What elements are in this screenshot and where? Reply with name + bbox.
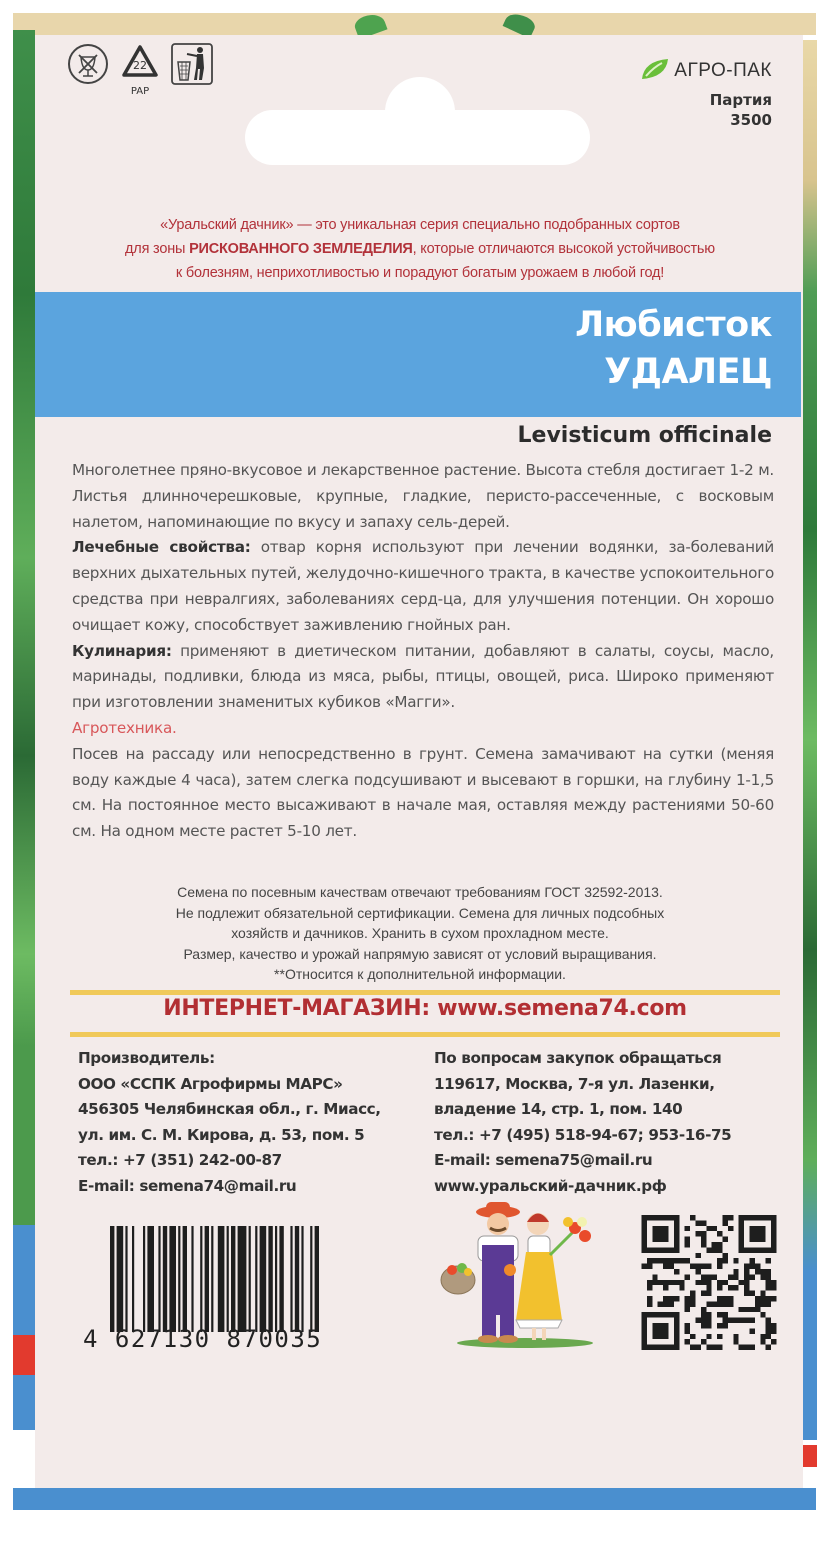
manufacturer-line: 456305 Челябинская обл., г. Миасс, <box>78 1100 381 1118</box>
product-title <box>575 302 772 396</box>
svg-text:22: 22 <box>133 59 147 72</box>
product-name: Любисток <box>575 305 772 345</box>
certification-notes <box>130 882 710 985</box>
manufacturer-line: Производитель: <box>78 1049 215 1067</box>
batch-number: 3500 <box>730 111 772 129</box>
qr-code <box>640 1215 778 1350</box>
medicinal-text: отвар корня используют при лечении водянки, за-болеваний верхних дыхательных путей, желудочно-кишечного тракта, в качестве успокоительного средства при невралгиях, заболеваниях серд-ца, для улучшения потенции. Он хорошо очищает кожу, способствует заживлению гнойных ран. <box>72 538 774 634</box>
no-food-contact-icon <box>66 42 110 86</box>
product-variety: УДАЛЕЦ <box>604 352 772 392</box>
barcode <box>100 1222 360 1342</box>
eco-icons <box>66 42 214 86</box>
packet-left-edge <box>13 30 35 1350</box>
series-slogan <box>60 213 780 285</box>
wholesale-email: E-mail: semena75@mail.ru <box>434 1151 653 1169</box>
note-line: Размер, качество и урожай напрямую зависят от условий выращивания. <box>183 945 657 962</box>
slogan-line: к болезням, неприхотливостью и порадуют богатым урожаем в любой год! <box>175 265 665 281</box>
barcode-digits: 4 627130 870035 <box>83 1325 323 1353</box>
wholesale-line: 119617, Москва, 7-я ул. Лазенки, <box>434 1074 715 1093</box>
packet-left-edge-blue <box>13 1375 35 1430</box>
brand-name: АГРО-ПАК <box>674 60 772 81</box>
latin-name: Levisticum officinale <box>517 423 772 448</box>
medicinal-label: Лечебные свойства: <box>72 538 251 557</box>
culinary-paragraph <box>72 639 774 716</box>
wholesale-line: По вопросам закупок обращаться <box>434 1049 722 1067</box>
packet-right-edge-red <box>803 1445 817 1467</box>
packet-right-edge <box>803 40 817 1440</box>
gardener-couple-illustration <box>440 1200 600 1350</box>
manufacturer-email: E-mail: semena74@mail.ru <box>78 1176 297 1195</box>
manufacturer-line: ул. им. С. М. Кирова, д. 53, пом. 5 <box>78 1125 365 1144</box>
note-line: хозяйств и дачников. Хранить в сухом прохладном месте. <box>231 925 609 941</box>
online-shop-link[interactable]: ИНТЕРНЕТ-МАГАЗИН: www.semena74.com <box>163 996 687 1021</box>
description <box>72 458 774 845</box>
manufacturer-info <box>78 1046 381 1199</box>
divider <box>70 1032 780 1037</box>
wholesale-line: владение 14, стр. 1, пом. 140 <box>434 1100 683 1118</box>
divider <box>70 990 780 995</box>
batch-label: Партия <box>709 91 772 109</box>
recycle-material-label: PAP <box>130 86 150 97</box>
manufacturer-line: ООО «ССПК Агрофирмы МАРС» <box>78 1074 343 1093</box>
culinary-text: применяют в диетическом питании, добавляют в салаты, соусы, масло, маринады, подливки, блюда из мяса, рыбы, птицы, овощей, риса. Широко применяют при изготовлении знаменитых кубиков «Магги». <box>72 641 774 712</box>
agro-paragraph: Посев на рассаду или непосредственно в грунт. Семена замачивают на сутки (меняя воду каждые 4 часа), затем слегка подсушивают и высевают в горшки, на глубину 1-1,5 см. На постоянное место высаживают в начале мая, оставляя между растениями 50-60 см. На одном месте растет 5-10 лет. <box>72 744 774 841</box>
note-line: Не подлежит обязательной сертификации. Семена для личных подсобных <box>175 904 665 921</box>
wholesale-website: www.уральский-дачник.рф <box>434 1176 667 1195</box>
note-line: Семена по посевным качествам отвечают требованиям ГОСТ 32592-2013. <box>177 884 663 900</box>
slogan-line <box>60 237 780 261</box>
recycle-icon <box>118 42 162 86</box>
note-line: **Относится к дополнительной информации. <box>274 966 566 982</box>
slogan-emphasis: РИСКОВАННОГО ЗЕМЛЕДЕЛИЯ <box>189 241 413 257</box>
culinary-label: Кулинария: <box>72 641 172 660</box>
hang-hole <box>245 110 590 165</box>
medicinal-paragraph <box>72 535 774 638</box>
brand-logo <box>640 57 772 85</box>
intro-paragraph: Многолетнее пряно-вкусовое и лекарственное растение. Высота стебля достигает 1-2 м. Листья длинночерешковые, крупные, гладкие, перисто-рассеченные, с восковым налетом, напоминающие по вкусу и запаху сель-дерей. <box>72 461 774 531</box>
slogan-text: для зоны <box>125 241 190 257</box>
slogan-line: «Уральский дачник» — это уникальная серия специально подобранных сортов <box>160 217 680 233</box>
manufacturer-phone: тел.: +7 (351) 242-00-87 <box>78 1151 282 1169</box>
wholesale-phone: тел.: +7 (495) 518-94-67; 953-16-75 <box>434 1125 732 1144</box>
packet-left-edge-blue <box>13 1225 35 1335</box>
green-leaf-icon <box>640 57 670 85</box>
packet-left-edge-red <box>13 1335 35 1375</box>
agro-heading: Агротехника. <box>72 718 177 737</box>
tidyman-trash-icon <box>170 42 214 86</box>
wholesale-info <box>434 1046 731 1199</box>
batch-info <box>710 90 772 130</box>
packet-bottom-edge <box>13 1488 816 1510</box>
packet-top-edge <box>13 13 816 35</box>
slogan-text: , которые отличаются высокой устойчивостью <box>412 241 715 257</box>
